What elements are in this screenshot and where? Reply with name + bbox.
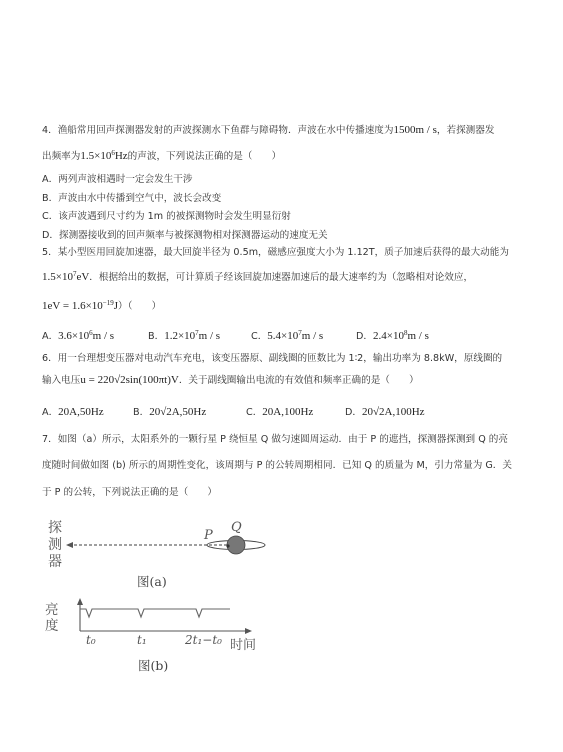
q5-text-b: ．根据给出的数据，可计算质子经该回旋加速器加速后的最大速率约为（忽略相对论效应，	[89, 272, 474, 283]
q4-option-b: B．声波由水中传播到空气中，波长会改变	[42, 193, 222, 204]
x-axis-arrow-icon	[245, 628, 252, 634]
q4-text-d: 的声波，下列说法正确的是（ ）	[127, 151, 282, 162]
q5-ev-exp: −19	[102, 299, 114, 307]
q7-stem-line3: 于 P 的公转，下列说法正确的是（ ）	[42, 487, 217, 498]
q4-option-d: D．探测器接收到的回声频率与被探测物相对探测器运动的速度无关	[42, 230, 328, 241]
q5-option-b-exp: 7	[195, 329, 199, 337]
q5-stem-line3	[42, 299, 161, 314]
q5-option-c-base: 5.4×10	[267, 330, 299, 342]
q4-stem-line2	[42, 149, 281, 164]
q5-ev-conversion	[42, 300, 118, 312]
q6-option-b-label: B．	[133, 407, 150, 418]
q5-option-b-value	[164, 330, 220, 342]
q6-option-c-label: C．	[246, 407, 263, 418]
q5-option-d-exp: 8	[403, 329, 408, 337]
q5-energy-exp: 7	[72, 270, 77, 278]
q6-option-b	[133, 405, 206, 420]
q6-option-b-value: 20√2A,50Hz	[149, 406, 207, 418]
q5-option-c-value	[267, 330, 323, 342]
q6-text-a: 输入电压	[42, 375, 81, 386]
q5-option-d-label: D．	[356, 331, 373, 342]
q5-text-c: ）（ ）	[118, 301, 162, 312]
q6-text-b: ．关于副线圈输出电流的有效值和频率正确的是（ ）	[178, 375, 419, 386]
q4-text-a: 4．渔船常用回声探测器发射的声波探测水下鱼群与障碍物．声波在水中传播速度为	[42, 125, 394, 136]
q6-voltage: u = 220√2sin(100πt)V	[80, 374, 179, 386]
q4-stem-line1	[42, 123, 494, 138]
q4-freq-unit: Hz	[114, 150, 128, 162]
time-axis-label: 时间	[230, 638, 257, 653]
q5-option-b-unit: m / s	[198, 330, 221, 342]
q5-option-d-value	[373, 330, 429, 342]
q5-option-a-exp: 6	[89, 329, 93, 337]
q5-option-a-unit: m / s	[92, 330, 115, 342]
q6-option-a-label: A．	[42, 407, 59, 418]
q4-option-a: A．两列声波相遇时一定会发生干涉	[42, 174, 193, 185]
q5-option-c-exp: 7	[298, 329, 302, 337]
brightness-char-2: 度	[45, 618, 59, 634]
q5-option-b-label: B．	[148, 331, 165, 342]
arrow-head-icon	[66, 542, 73, 548]
q5-option-b-base: 1.2×10	[164, 330, 196, 342]
q7-stem-line2: 度随时间做如图 (b) 所示的周期性变化，该周期与 P 的公转周期相同．已知 Q 的质量为 M，引力常量为 G．关	[42, 460, 512, 471]
tick-t0: t₀	[86, 633, 96, 647]
q6-option-d-value: 20√2A,100Hz	[361, 406, 425, 418]
label-q: Q	[231, 520, 242, 535]
q5-option-c-label: C．	[251, 331, 268, 342]
q4-freq-exp: 6	[111, 149, 115, 157]
brightness-curve	[80, 609, 230, 617]
q6-option-d	[345, 405, 425, 420]
q6-option-c-value: 20A,100Hz	[262, 406, 314, 418]
q6-option-a	[42, 405, 104, 420]
figure-b-caption: 图(b)	[138, 658, 169, 673]
figure-a-caption: 图(a)	[137, 574, 167, 589]
tick-t1: t₁	[137, 633, 147, 647]
detector-char-3: 器	[48, 554, 62, 570]
q5-stem-line1: 5．某小型医用回旋加速器，最大回旋半径为 0.5m，磁感应强度大小为 1.12T，质子加速后获得的最大动能为	[42, 247, 509, 258]
q6-stem-line1: 6．用一台理想变压器对电动汽车充电，该变压器原、副线圈的匝数比为 1∶2，输出功率为 8.8kW，原线圈的	[42, 353, 503, 364]
q6-stem-line2	[42, 373, 419, 388]
q5-energy	[42, 271, 89, 283]
y-axis-arrow-icon	[77, 598, 83, 605]
figure-b	[40, 598, 270, 664]
q5-option-a	[42, 329, 114, 344]
brightness-char-1: 亮	[45, 602, 59, 618]
q4-speed: 1500m / s	[393, 124, 437, 136]
q5-option-c-unit: m / s	[301, 330, 324, 342]
q5-option-a-base: 3.6×10	[58, 330, 90, 342]
q5-ev-base: 1eV = 1.6×10	[42, 300, 103, 312]
q5-option-d-base: 2.4×10	[372, 330, 404, 342]
q5-option-d-unit: m / s	[407, 330, 429, 342]
q4-option-c: C．该声波遇到尺寸约为 1m 的被探测物时会发生明显衍射	[42, 211, 291, 222]
q5-energy-base: 1.5×10	[42, 271, 73, 283]
q4-frequency	[80, 150, 127, 162]
q5-option-a-label: A．	[42, 331, 59, 342]
q6-option-d-label: D．	[345, 407, 362, 418]
q5-option-b	[148, 329, 220, 344]
detector-char-2: 测	[48, 537, 62, 553]
detector-char-1: 探	[48, 520, 62, 536]
label-p: P	[204, 528, 213, 543]
q7-stem-line1: 7．如图（a）所示，太阳系外的一颗行星 P 绕恒星 Q 做匀速圆周运动．由于 P 的遮挡，探测器探测到 Q 的亮	[42, 434, 508, 445]
q5-energy-unit: eV	[76, 271, 90, 283]
q5-ev-unit: J	[113, 300, 119, 312]
q5-stem-line2	[42, 270, 473, 285]
q5-option-a-value	[58, 330, 114, 342]
q6-option-c	[246, 405, 313, 420]
planet-p	[226, 544, 229, 547]
q6-option-a-value: 20A,50Hz	[58, 406, 104, 418]
tick-2t1-t0: 2t₁−t₀	[185, 633, 222, 647]
q4-text-c: 出频率为	[42, 151, 81, 162]
q5-option-d	[356, 329, 429, 344]
q5-option-c	[251, 329, 323, 344]
star-q	[227, 536, 245, 554]
q4-freq-base: 1.5×10	[80, 150, 112, 162]
q4-text-b: ，若探测器发	[436, 125, 495, 136]
